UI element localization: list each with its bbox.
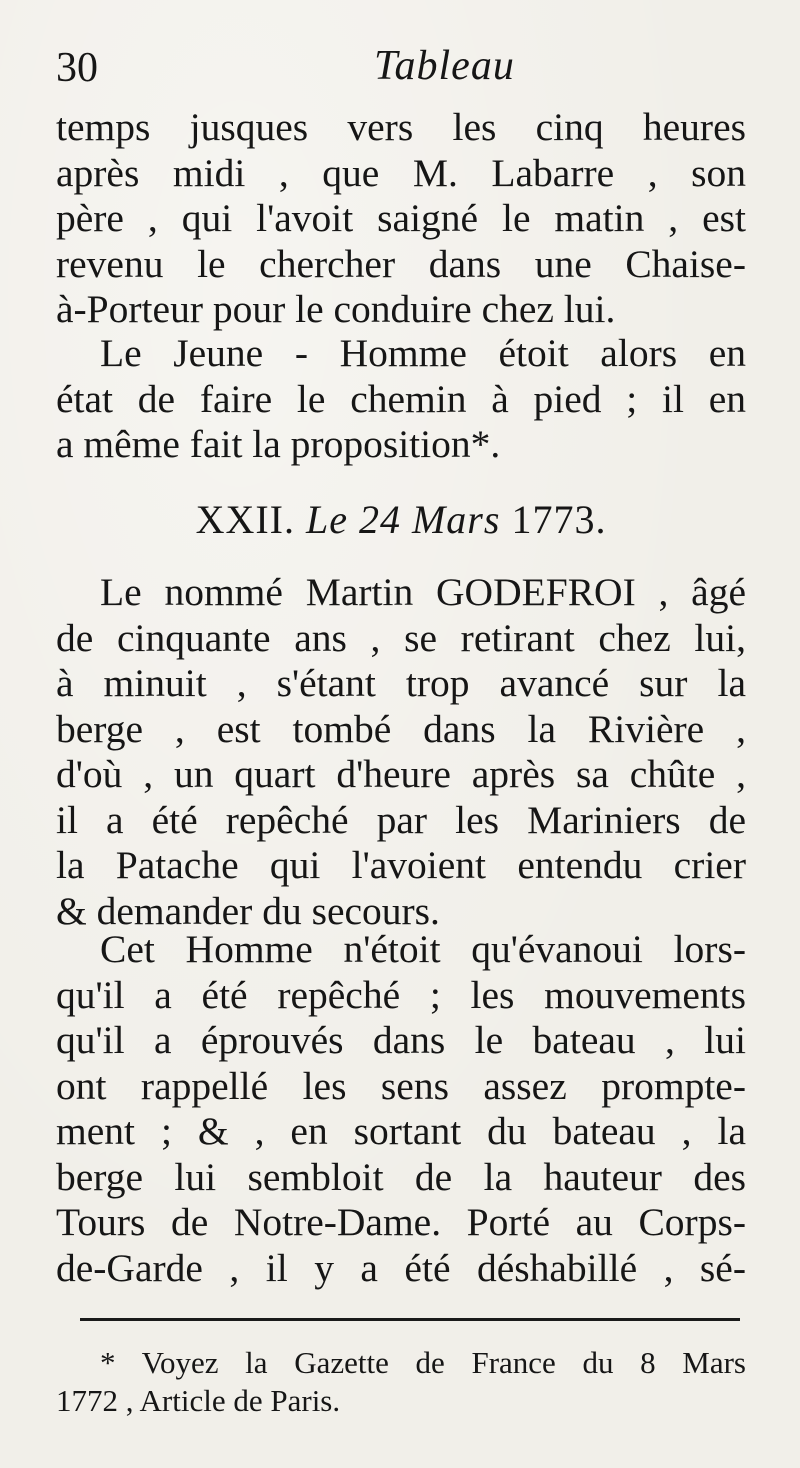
- paragraph-godefroi: [56, 570, 746, 934]
- text-line: d'où , un quart d'heure après sa chûte ,: [56, 752, 746, 796]
- footnote: [56, 1344, 746, 1420]
- text-line: état de faire le chemin à pied ; il en: [56, 376, 746, 421]
- section-numeral: XXII.: [195, 497, 295, 542]
- footnote-line: * Voyez la Gazette de France du 8 Mars: [100, 1345, 746, 1380]
- text-line: de-Garde , il y a été déshabillé , sé-: [56, 1245, 746, 1290]
- footnote-rule: [80, 1318, 740, 1321]
- text-line: après midi , que M. Labarre , son: [56, 150, 746, 195]
- section-year: 1773.: [511, 497, 607, 542]
- text-line: il a été repêché par les Mariniers de: [56, 797, 746, 842]
- text-line: de cinquante ans , se retirant chez lui,: [56, 615, 746, 660]
- text-line: ont rappellé les sens assez prompte-: [56, 1063, 746, 1108]
- text-line: père , qui l'avoit saigné le matin , est: [56, 196, 746, 240]
- running-title: Tableau: [374, 43, 515, 89]
- text-line: Cet Homme n'étoit qu'évanoui lors-: [100, 927, 746, 971]
- page-header: [56, 40, 746, 100]
- text-line: qu'il a été repêché ; les mouvements: [56, 972, 746, 1017]
- text-line: à-Porteur pour le conduire chez lui.: [56, 287, 616, 331]
- text-line: ment ; & , en sortant du bateau , la: [56, 1109, 746, 1153]
- text-line: la Patache qui l'avoient entendu crier: [56, 843, 746, 887]
- text-line: a même fait la proposition*.: [56, 422, 501, 466]
- text-line: Le nommé Martin GODEFROI , âgé: [100, 570, 746, 614]
- paragraph-evanoui: [56, 927, 746, 1291]
- text-line: Le Jeune - Homme étoit alors en: [100, 331, 746, 375]
- paragraph-jeune-homme: [56, 331, 746, 468]
- page-number: 30: [56, 45, 98, 91]
- text-line: & demander du secours.: [56, 888, 440, 933]
- text-line: Tours de Notre-Dame. Porté au Corps-: [56, 1200, 746, 1244]
- text-line: à minuit , s'étant trop avancé sur la: [56, 661, 746, 705]
- text-line: temps jusques vers les cinq heures: [56, 105, 746, 149]
- section-heading: [56, 496, 746, 543]
- text-line: berge , est tombé dans la Rivière ,: [56, 706, 746, 751]
- text-line: qu'il a éprouvés dans le bateau , lui: [56, 1018, 746, 1062]
- section-date: Le 24 Mars: [305, 497, 501, 542]
- text-line: berge lui sembloit de la hauteur des: [56, 1154, 746, 1199]
- paragraph-continuation: [56, 105, 746, 333]
- footnote-line: 1772 , Article de Paris.: [56, 1383, 341, 1418]
- text-line: revenu le chercher dans une Chaise-: [56, 241, 746, 286]
